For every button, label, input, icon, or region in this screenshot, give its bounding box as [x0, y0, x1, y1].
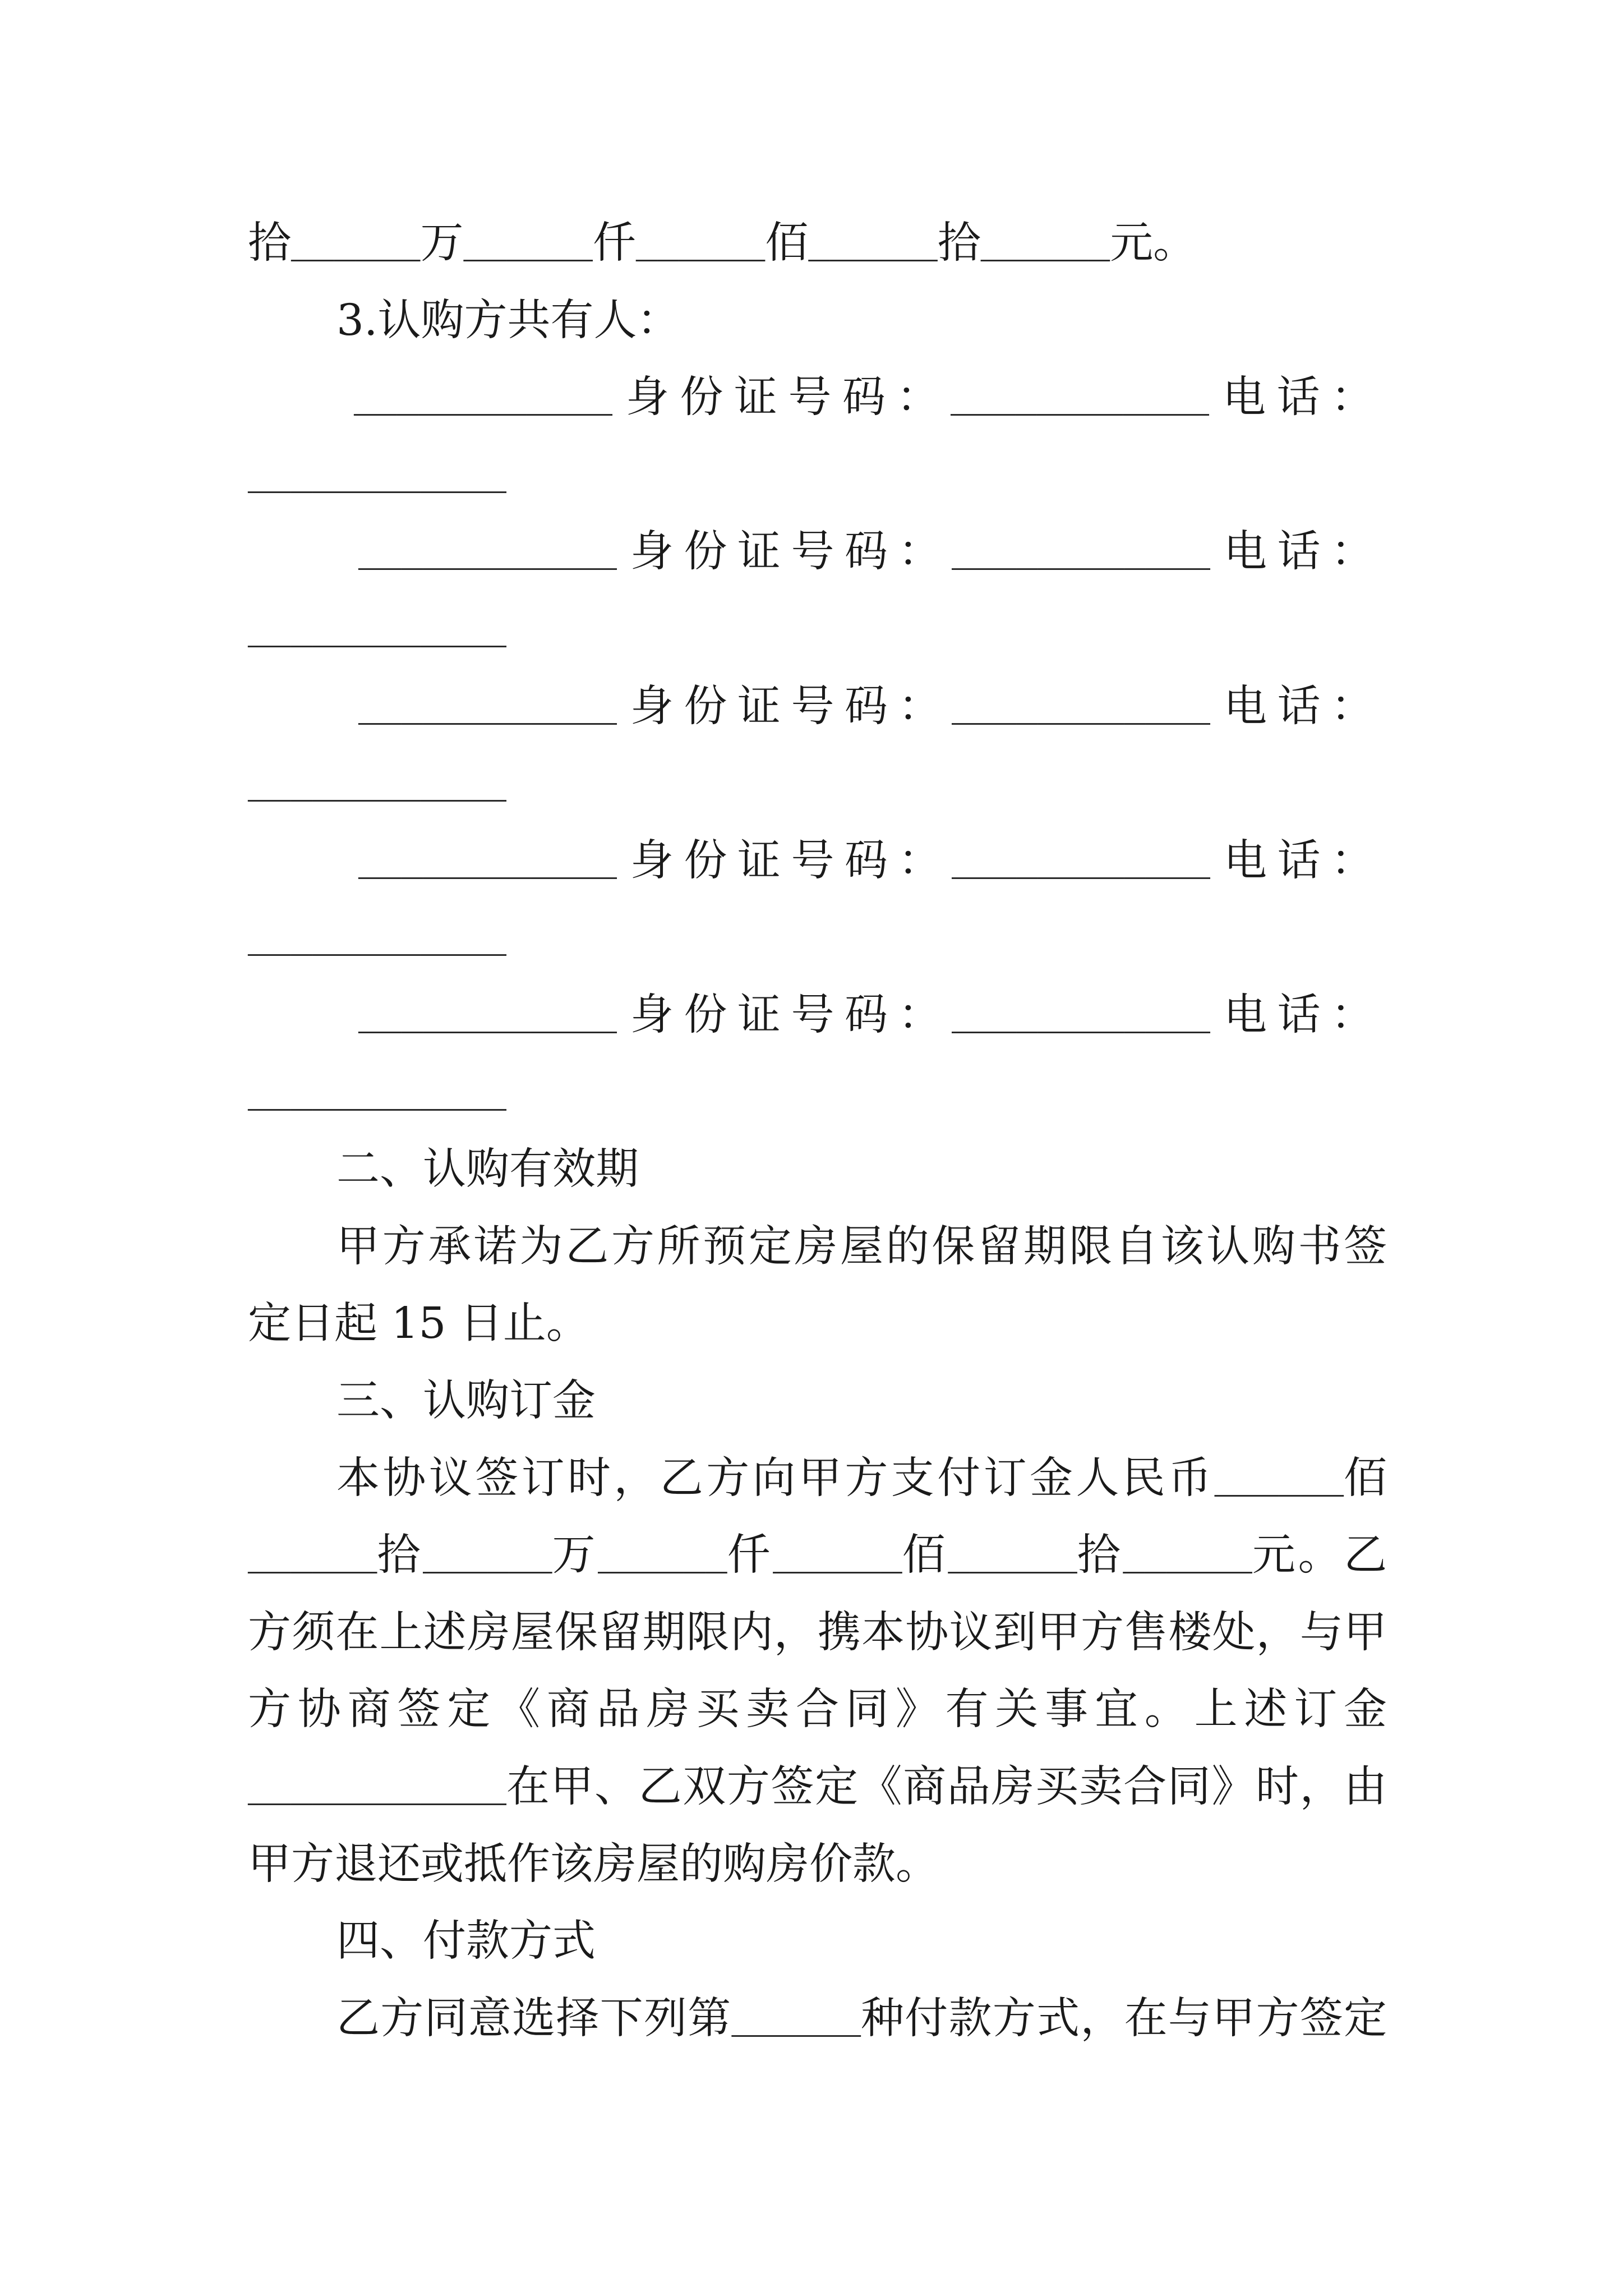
payment-clause-line [336, 1991, 1387, 2047]
text-run: 在甲、乙双方签定《商品房买卖合同》时，由 [506, 1762, 1388, 1812]
fill-in-blank: ____________ [248, 769, 506, 809]
deposit-clause-line [336, 1451, 1390, 1507]
fill-in-blank: ____________ [358, 537, 617, 578]
fill-in-blank: ______ [463, 228, 593, 269]
co-owner-row [354, 370, 1385, 426]
text-run: 元。乙 [1252, 1530, 1390, 1581]
fill-in-blank: ______ [980, 228, 1110, 269]
text-run: 电话： [1223, 835, 1385, 886]
text-run: 佰 [1344, 1453, 1390, 1503]
text-run: 仟 [592, 218, 636, 268]
section-heading-payment [336, 1913, 596, 1970]
text-run: 身份证号码： [630, 681, 952, 731]
deposit-clause-line [248, 1837, 939, 1893]
validity-clause-line [336, 1219, 1390, 1275]
text-run: 甲方退还或抵作该房屋的购房价款。 [248, 1839, 939, 1889]
fill-in-blank: ______ [423, 1540, 552, 1581]
deposit-clause-line [248, 1605, 1387, 1661]
fill-in-blank: ____________ [248, 923, 506, 964]
text-run: 电话： [1222, 372, 1385, 423]
fill-in-blank: ____________ [248, 1772, 506, 1812]
co-owner-row [358, 987, 1385, 1043]
text-run: 方协商签定《商品房买卖合同》有关事宜。上述订金 [248, 1685, 1394, 1735]
co-owner-phone-blank-line [248, 910, 506, 966]
fill-in-blank: ____________ [358, 1000, 617, 1041]
text-run: 本协议签订时，乙方向甲方支付订金人民币 [336, 1453, 1215, 1503]
text-run: 电话： [1223, 990, 1385, 1040]
text-run: 甲方承诺为乙方所预定房屋的保留期限自该认购书签 [336, 1221, 1390, 1272]
text-run: 佰 [902, 1530, 948, 1581]
co-owner-phone-blank-line [248, 601, 506, 657]
deposit-clause-line [248, 1759, 1388, 1815]
fill-in-blank: ____________ [951, 383, 1209, 424]
text-run: 电话： [1223, 527, 1385, 577]
deposit-clause-line [248, 1682, 1394, 1738]
fill-in-blank: ______ [731, 2003, 861, 2044]
co-owner-row [358, 833, 1385, 889]
text-run: 3.认购方共有人： [336, 295, 680, 346]
text-run: 拾 [1077, 1530, 1123, 1581]
text-run: 四、付款方式 [336, 1916, 596, 1967]
fill-in-blank: ____________ [952, 845, 1210, 886]
fill-in-blank: ____________ [952, 537, 1210, 578]
fill-in-blank: ____________ [248, 459, 506, 500]
co-owner-row [358, 679, 1385, 735]
text-run: 种付款方式，在与甲方签定 [860, 1993, 1388, 2044]
text-run: 仟 [727, 1530, 773, 1581]
co-owner-row [358, 524, 1385, 580]
text-run: 拾 [937, 218, 981, 268]
co-owners-label [336, 293, 680, 349]
text-run: 身份证号码： [630, 835, 952, 886]
fill-in-blank: ______ [598, 1540, 727, 1581]
fill-in-blank: ____________ [248, 614, 506, 655]
text-run: 万 [552, 1530, 598, 1581]
fill-in-blank: ____________ [952, 691, 1210, 732]
fill-in-blank: ______ [248, 1540, 377, 1581]
text-run: 身份证号码： [630, 990, 952, 1040]
fill-in-blank: ______ [773, 1540, 902, 1581]
fill-in-blank: ______ [291, 228, 421, 269]
text-run: 身份证号码： [630, 527, 952, 577]
co-owner-phone-blank-line [248, 1065, 506, 1121]
fill-in-blank: ____________ [248, 1077, 506, 1118]
fill-in-blank: ______ [1123, 1540, 1252, 1581]
fill-in-blank: ______ [808, 228, 938, 269]
co-owner-phone-blank-line [248, 756, 506, 812]
fill-in-blank: ____________ [358, 691, 617, 732]
text-run: 万 [420, 218, 464, 268]
text-run: 元。 [1110, 218, 1197, 268]
fill-in-blank: ______ [1214, 1463, 1344, 1504]
text-run: 拾 [248, 218, 291, 268]
text-run: 方须在上述房屋保留期限内，携本协议到甲方售楼处，与甲 [248, 1607, 1388, 1658]
fill-in-blank: ____________ [358, 845, 617, 886]
co-owner-phone-blank-line [248, 447, 506, 503]
text-run: 佰 [765, 218, 809, 268]
text-run: 定日起 15 日止。 [248, 1299, 589, 1349]
fill-in-blank: ____________ [354, 383, 612, 424]
fill-in-blank: ______ [635, 228, 766, 269]
price-amount-line [248, 215, 1196, 272]
fill-in-blank: ____________ [952, 1000, 1210, 1041]
text-run: 拾 [377, 1530, 423, 1581]
text-run: 乙方同意选择下列第 [336, 1993, 732, 2044]
validity-clause-line [248, 1296, 589, 1352]
section-heading-validity [336, 1142, 639, 1198]
fill-in-blank: ______ [948, 1540, 1077, 1581]
section-heading-deposit [336, 1373, 596, 1429]
text-run: 电话： [1223, 681, 1385, 731]
text-run: 身份证号码： [625, 372, 951, 423]
text-run: 三、认购订金 [336, 1376, 596, 1426]
deposit-amount-line [248, 1527, 1390, 1584]
text-run: 二、认购有效期 [336, 1144, 639, 1195]
